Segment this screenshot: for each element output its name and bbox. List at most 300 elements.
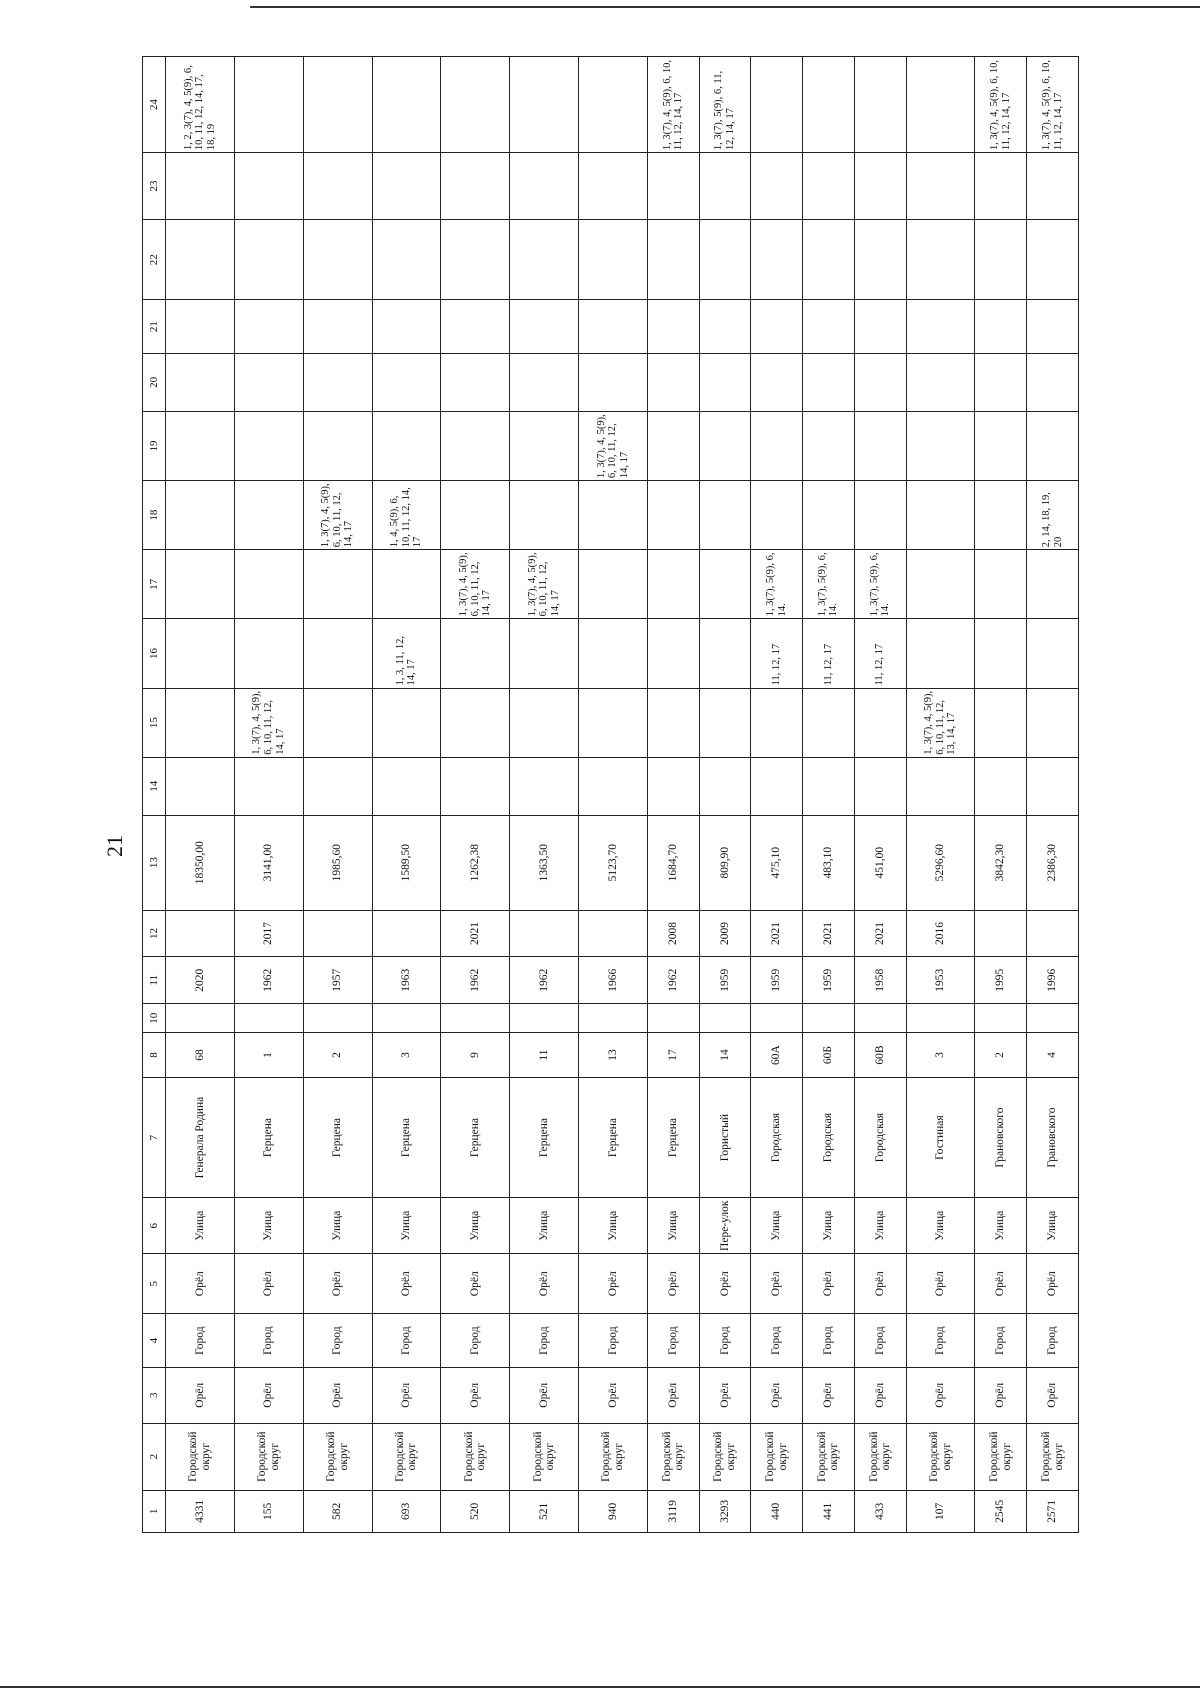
table-cell	[647, 353, 699, 411]
table-cell: 1262,38	[441, 815, 510, 910]
table-cell	[303, 619, 372, 688]
table-cell: 60Б	[803, 1033, 855, 1078]
table-cell: 18350,00	[166, 815, 235, 910]
table-cell: 2545	[975, 1490, 1027, 1532]
table-cell: 1	[234, 1033, 303, 1078]
table-cell: 475,10	[751, 815, 803, 910]
table-cell	[1027, 1004, 1079, 1033]
table-cell: Герцена	[234, 1077, 303, 1197]
table-cell: 1962	[647, 957, 699, 1004]
table-cell	[906, 411, 975, 480]
table-cell: 809,90	[699, 815, 751, 910]
table-cell: 68	[166, 1033, 235, 1078]
table-cell: Улица	[906, 1198, 975, 1254]
table-cell: Герцена	[441, 1077, 510, 1197]
table-cell	[854, 57, 906, 153]
table-cell	[303, 300, 372, 354]
table-cell	[234, 353, 303, 411]
table-cell	[303, 353, 372, 411]
table-cell: 1953	[906, 957, 975, 1004]
table-cell: Герцена	[647, 1077, 699, 1197]
column-header: 18	[143, 481, 166, 550]
table-cell	[1027, 688, 1079, 757]
table-cell	[751, 688, 803, 757]
table-cell	[303, 550, 372, 619]
table-cell	[854, 481, 906, 550]
table-cell	[510, 411, 579, 480]
table-cell: Городской округ	[372, 1423, 441, 1490]
table-cell: 1966	[579, 957, 648, 1004]
table-cell	[803, 300, 855, 354]
table-cell: Орёл	[803, 1367, 855, 1423]
table-cell: Орёл	[372, 1254, 441, 1314]
table-cell: Орёл	[234, 1254, 303, 1314]
table-cell	[699, 550, 751, 619]
table-cell	[699, 220, 751, 300]
table-cell: Орёл	[579, 1367, 648, 1423]
table-cell: 441	[803, 1490, 855, 1532]
table-cell: 1, 3(7), 5(9), 6, 14.	[803, 550, 855, 619]
table-cell	[234, 757, 303, 815]
table-cell	[803, 411, 855, 480]
table-cell: Город	[441, 1314, 510, 1368]
table-cell: Город	[906, 1314, 975, 1368]
table-cell	[751, 153, 803, 220]
table-cell: 1962	[234, 957, 303, 1004]
table-cell	[975, 910, 1027, 957]
table-row	[166, 57, 235, 1533]
table-cell: Улица	[303, 1198, 372, 1254]
table-cell: Орёл	[510, 1367, 579, 1423]
table-cell	[699, 619, 751, 688]
table-cell: 1959	[699, 957, 751, 1004]
table-cell	[854, 411, 906, 480]
table-cell: 60А	[751, 1033, 803, 1078]
table-cell: 9	[441, 1033, 510, 1078]
table-cell: Улица	[579, 1198, 648, 1254]
table-cell: Орёл	[975, 1254, 1027, 1314]
table-cell: Город	[803, 1314, 855, 1368]
table-cell: 433	[854, 1490, 906, 1532]
table-cell: 693	[372, 1490, 441, 1532]
table-cell: 1962	[510, 957, 579, 1004]
table-row	[803, 57, 855, 1533]
table-cell: Городской округ	[906, 1423, 975, 1490]
table-cell	[303, 220, 372, 300]
table-cell	[372, 153, 441, 220]
table-cell: Гористый	[699, 1077, 751, 1197]
table-cell: Улица	[647, 1198, 699, 1254]
table-cell	[166, 481, 235, 550]
column-header: 17	[143, 550, 166, 619]
table-cell	[579, 57, 648, 153]
table-cell: 451,00	[854, 815, 906, 910]
table-cell: Улица	[441, 1198, 510, 1254]
column-header: 8	[143, 1033, 166, 1078]
table-cell: 3141,00	[234, 815, 303, 910]
table-cell	[234, 300, 303, 354]
table-cell: 1959	[803, 957, 855, 1004]
table-cell: 521	[510, 1490, 579, 1532]
table-cell	[441, 619, 510, 688]
table-cell: Улица	[803, 1198, 855, 1254]
table-cell	[975, 481, 1027, 550]
table-cell	[234, 153, 303, 220]
table-cell	[166, 757, 235, 815]
column-header: 10	[143, 1004, 166, 1033]
table-cell: 2021	[441, 910, 510, 957]
table-cell	[441, 300, 510, 354]
table-row	[372, 57, 441, 1533]
table-cell: 3293	[699, 1490, 751, 1532]
table-cell: 2021	[854, 910, 906, 957]
table-cell: Гостиная	[906, 1077, 975, 1197]
table-cell	[579, 619, 648, 688]
table-cell: Город	[699, 1314, 751, 1368]
table-cell	[803, 57, 855, 153]
table-cell: 4	[1027, 1033, 1079, 1078]
table-cell: Орёл	[854, 1254, 906, 1314]
table-cell: Городской округ	[699, 1423, 751, 1490]
column-header: 21	[143, 300, 166, 354]
table-cell: Город	[579, 1314, 648, 1368]
table-cell: Орёл	[647, 1367, 699, 1423]
table-cell	[579, 481, 648, 550]
table-cell: 5123,70	[579, 815, 648, 910]
table-cell	[510, 220, 579, 300]
table-cell: 1, 3(7), 4, 5(9), 6, 10, 11, 12, 14, 17	[234, 688, 303, 757]
table-cell	[906, 481, 975, 550]
table-cell	[751, 220, 803, 300]
table-cell: 1958	[854, 957, 906, 1004]
table-cell	[803, 353, 855, 411]
table-cell: Городской округ	[1027, 1423, 1079, 1490]
table-cell: Город	[1027, 1314, 1079, 1368]
table-cell: 1959	[751, 957, 803, 1004]
table-cell	[803, 757, 855, 815]
table-cell	[906, 153, 975, 220]
table-cell	[1027, 153, 1079, 220]
table-cell	[234, 1004, 303, 1033]
table-cell	[372, 550, 441, 619]
table-cell	[1027, 619, 1079, 688]
table-cell: Городской округ	[166, 1423, 235, 1490]
table-cell: Городской округ	[234, 1423, 303, 1490]
table-cell	[647, 153, 699, 220]
table-cell: 1589,50	[372, 815, 441, 910]
table-cell	[441, 220, 510, 300]
table-cell	[854, 153, 906, 220]
table-cell	[854, 353, 906, 411]
table-cell: Городская	[854, 1077, 906, 1197]
table-cell: Орёл	[975, 1367, 1027, 1423]
table-cell: Орёл	[166, 1367, 235, 1423]
table-cell: 940	[579, 1490, 648, 1532]
table-cell	[303, 757, 372, 815]
table-cell: Орёл	[1027, 1254, 1079, 1314]
table-cell: Городской округ	[647, 1423, 699, 1490]
table-cell	[751, 57, 803, 153]
table-cell	[579, 757, 648, 815]
table-cell: 1, 3(7), 4, 5(9), 6, 10, 11, 12, 14, 17	[510, 550, 579, 619]
table-cell	[975, 411, 1027, 480]
column-header: 14	[143, 757, 166, 815]
table-cell: Орёл	[647, 1254, 699, 1314]
table-cell: Городской округ	[510, 1423, 579, 1490]
table-cell: Городская	[751, 1077, 803, 1197]
table-cell	[372, 411, 441, 480]
table-cell: 2386,30	[1027, 815, 1079, 910]
table-cell	[1027, 757, 1079, 815]
table-cell	[303, 57, 372, 153]
table-cell: Город	[854, 1314, 906, 1368]
table-cell	[303, 1004, 372, 1033]
table-cell	[975, 353, 1027, 411]
table-cell	[1027, 550, 1079, 619]
table-cell: 14	[699, 1033, 751, 1078]
table-cell	[803, 688, 855, 757]
table-cell: 107	[906, 1490, 975, 1532]
table-row	[699, 57, 751, 1533]
table-cell	[579, 353, 648, 411]
table-cell: Улица	[751, 1198, 803, 1254]
table-cell	[975, 1004, 1027, 1033]
table-cell: Орёл	[166, 1254, 235, 1314]
table-cell	[906, 353, 975, 411]
column-header: 5	[143, 1254, 166, 1314]
table-cell: 11, 12, 17	[854, 619, 906, 688]
table-cell: Город	[751, 1314, 803, 1368]
table-cell	[510, 57, 579, 153]
table-cell	[1027, 300, 1079, 354]
table-row	[751, 57, 803, 1533]
column-header: 3	[143, 1367, 166, 1423]
table-cell: 2	[975, 1033, 1027, 1078]
table-cell	[166, 353, 235, 411]
table-cell	[699, 411, 751, 480]
table-cell: 2, 14, 18, 19, 20	[1027, 481, 1079, 550]
table-cell: 440	[751, 1490, 803, 1532]
table-cell: 1957	[303, 957, 372, 1004]
table-cell: 582	[303, 1490, 372, 1532]
table-cell: Пере-улок	[699, 1198, 751, 1254]
table-cell: Орёл	[906, 1367, 975, 1423]
table-cell	[234, 550, 303, 619]
table-cell: Герцена	[510, 1077, 579, 1197]
table-row	[1027, 57, 1079, 1533]
table-cell: Грановского	[975, 1077, 1027, 1197]
table-cell: 155	[234, 1490, 303, 1532]
table-cell: Герцена	[303, 1077, 372, 1197]
table-cell: 2021	[803, 910, 855, 957]
column-header: 6	[143, 1198, 166, 1254]
table-cell	[579, 688, 648, 757]
table-cell	[647, 1004, 699, 1033]
table-cell	[166, 910, 235, 957]
table-cell	[699, 1004, 751, 1033]
table-cell	[854, 300, 906, 354]
table-cell: Городской округ	[854, 1423, 906, 1490]
table-cell	[166, 153, 235, 220]
table-cell	[441, 757, 510, 815]
table-cell	[166, 411, 235, 480]
table-cell: 1, 4, 5(9), 6, 10, 11, 12, 14, 17	[372, 481, 441, 550]
table-cell: Орёл	[906, 1254, 975, 1314]
table-cell: Город	[510, 1314, 579, 1368]
table-cell	[975, 300, 1027, 354]
table-row	[510, 57, 579, 1533]
table-cell	[441, 411, 510, 480]
page-number: 21	[102, 835, 127, 857]
table-cell: Орёл	[303, 1367, 372, 1423]
table-cell: 1, 2, 3(7), 4, 5(9), 6, 10, 11, 12, 14, 17, 18, 19	[166, 57, 235, 153]
table-cell	[699, 353, 751, 411]
table-cell	[1027, 353, 1079, 411]
table-row	[975, 57, 1027, 1533]
table-cell: 1962	[441, 957, 510, 1004]
column-header: 11	[143, 957, 166, 1004]
table-cell: Улица	[166, 1198, 235, 1254]
table-cell	[975, 757, 1027, 815]
table-cell	[234, 619, 303, 688]
table-cell	[975, 550, 1027, 619]
table-cell: 3119	[647, 1490, 699, 1532]
table-cell: Улица	[975, 1198, 1027, 1254]
table-cell	[647, 220, 699, 300]
table-cell	[975, 153, 1027, 220]
bottom-rule	[0, 1686, 1200, 1688]
column-header: 7	[143, 1077, 166, 1197]
table-cell	[1027, 411, 1079, 480]
table-cell	[510, 688, 579, 757]
column-header: 4	[143, 1314, 166, 1368]
table-cell: 1, 3(7), 5(9), 6, 14.	[854, 550, 906, 619]
table-cell	[647, 550, 699, 619]
table-cell	[510, 1004, 579, 1033]
table-cell: Улица	[234, 1198, 303, 1254]
table-cell	[975, 220, 1027, 300]
table-cell: 1985,60	[303, 815, 372, 910]
table-cell: Улица	[854, 1198, 906, 1254]
table-cell	[906, 1004, 975, 1033]
table-cell: 1, 3(7), 4, 5(9), 6, 10, 11, 12, 14, 17	[303, 481, 372, 550]
table-cell	[510, 619, 579, 688]
table-cell: 2571	[1027, 1490, 1079, 1532]
table-cell	[751, 411, 803, 480]
column-header: 20	[143, 353, 166, 411]
table-cell: 3	[372, 1033, 441, 1078]
table-cell	[647, 300, 699, 354]
table-cell	[699, 153, 751, 220]
table-cell: Городской округ	[579, 1423, 648, 1490]
table-cell	[303, 910, 372, 957]
table-cell	[234, 411, 303, 480]
table-cell	[372, 688, 441, 757]
table-cell: Городской округ	[303, 1423, 372, 1490]
table-cell	[166, 688, 235, 757]
table-cell: Улица	[510, 1198, 579, 1254]
table-cell	[441, 481, 510, 550]
table-cell: 5296,60	[906, 815, 975, 910]
table-cell	[647, 411, 699, 480]
table-cell: 1, 3(7), 4, 5(9), 6, 10, 11, 12, 14, 17	[647, 57, 699, 153]
table-cell	[906, 550, 975, 619]
table-cell	[647, 688, 699, 757]
table-cell: 4331	[166, 1490, 235, 1532]
table-cell: 2017	[234, 910, 303, 957]
table-cell	[906, 757, 975, 815]
table-cell	[751, 1004, 803, 1033]
table-cell: Орёл	[854, 1367, 906, 1423]
table-cell: Улица	[372, 1198, 441, 1254]
table-cell	[579, 300, 648, 354]
table-cell	[166, 550, 235, 619]
table-cell: 2021	[751, 910, 803, 957]
table-cell	[751, 481, 803, 550]
table-cell	[579, 1004, 648, 1033]
table-cell: Герцена	[372, 1077, 441, 1197]
table-row	[854, 57, 906, 1533]
table-cell: Город	[647, 1314, 699, 1368]
table-cell: 1, 3(7), 4, 5(9), 6, 10, 11, 12, 14, 17	[579, 411, 648, 480]
table-cell: Орёл	[699, 1367, 751, 1423]
table-cell	[803, 1004, 855, 1033]
table-cell: 3	[906, 1033, 975, 1078]
table-cell: 60В	[854, 1033, 906, 1078]
table-cell: Орёл	[1027, 1367, 1079, 1423]
table-cell	[647, 481, 699, 550]
table-cell: 1, 3(7), 5(9), 6, 14.	[751, 550, 803, 619]
table-cell	[303, 411, 372, 480]
column-header: 24	[143, 57, 166, 153]
table-cell	[579, 910, 648, 957]
table-cell: Орёл	[751, 1254, 803, 1314]
table-cell	[906, 220, 975, 300]
table-cell: 2	[303, 1033, 372, 1078]
table-cell	[699, 688, 751, 757]
table-cell: 17	[647, 1033, 699, 1078]
table-cell	[647, 619, 699, 688]
table-cell: Орёл	[441, 1367, 510, 1423]
table-row	[906, 57, 975, 1533]
table-cell	[372, 220, 441, 300]
table-cell: Герцена	[579, 1077, 648, 1197]
table-row	[441, 57, 510, 1533]
table-cell: Город	[234, 1314, 303, 1368]
table-cell: 483,10	[803, 815, 855, 910]
table-cell	[699, 481, 751, 550]
table-cell: 1, 3(7), 4, 5(9), 6, 10, 11, 12, 13, 14, 17	[906, 688, 975, 757]
table-cell: Город	[372, 1314, 441, 1368]
table-cell: 1963	[372, 957, 441, 1004]
table-cell	[372, 57, 441, 153]
table-cell	[441, 688, 510, 757]
table-cell: 11, 12, 17	[803, 619, 855, 688]
table-cell	[803, 153, 855, 220]
table-cell: 2008	[647, 910, 699, 957]
table-cell	[975, 619, 1027, 688]
table-cell	[975, 688, 1027, 757]
table-cell	[234, 220, 303, 300]
table-cell: 520	[441, 1490, 510, 1532]
table-cell	[854, 1004, 906, 1033]
table-cell	[579, 220, 648, 300]
table-cell	[303, 153, 372, 220]
table-cell	[751, 353, 803, 411]
table-cell	[751, 300, 803, 354]
table-cell	[166, 619, 235, 688]
table-cell	[166, 220, 235, 300]
